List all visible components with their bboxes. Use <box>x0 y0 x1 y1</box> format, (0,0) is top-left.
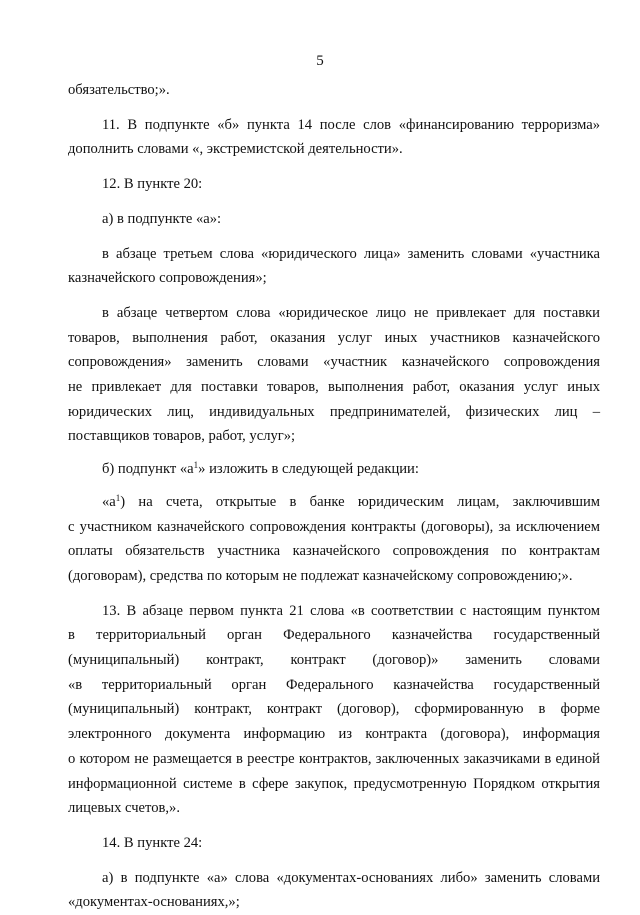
paragraph <box>68 113 600 162</box>
paragraph <box>68 242 600 291</box>
paragraph-line: юридических лиц, индивидуальных предпринимателей, физических лиц – <box>68 403 600 420</box>
paragraph-line: информационной системе в сфере закупок, предусмотренную Порядком открытия <box>68 775 600 792</box>
paragraph-line: в абзаце четвертом слова «юридическое лицо не привлекает для поставки <box>102 304 600 321</box>
paragraph-line: казначейского сопровождения»; <box>68 270 267 287</box>
paragraph-line: с участником казначейского сопровождения контракты (договоры), за исключением <box>68 518 600 535</box>
paragraph-line: в территориальный орган Федерального казначейства государственный <box>68 627 600 644</box>
page-number: 5 <box>316 53 324 69</box>
paragraph-line: «в территориальный орган Федерального казначейства государственный <box>68 676 600 693</box>
paragraph <box>68 301 600 449</box>
paragraph-line: поставщиков товаров, работ, услуг»; <box>68 428 296 445</box>
paragraph-line: в абзаце третьем слова «юридического лица» заменить словами «участника <box>102 245 600 262</box>
paragraph <box>68 831 600 856</box>
paragraph-line: обязательство;». <box>68 82 170 98</box>
paragraph <box>68 490 600 589</box>
paragraph-line: а) в подпункте «а»: <box>102 210 222 227</box>
paragraph-line: электронного документа информацию из контракта (договора), информация <box>68 726 600 743</box>
paragraph-line: о котором не размещается в реестре контрактов, заключенных заказчиками в единой <box>68 750 600 767</box>
paragraph-line: а) в подпункте «а» слова «документах-основаниях либо» заменить словами <box>102 869 600 886</box>
paragraph-line: (муниципальный) контракт, контракт (договор), сформированную в форме <box>68 701 600 718</box>
paragraph <box>68 78 600 103</box>
paragraph-line: «$а^1$) на счета, открытые в банке юридическим лицам, заключившим <box>102 492 600 510</box>
paragraph-line: не привлекает для поставки товаров, выполнения работ, оказания услуг иных <box>68 379 600 396</box>
paragraph <box>68 599 600 821</box>
paragraph-line: (муниципальный) контракт, контракт (договор)» заменить словами <box>68 652 600 669</box>
paragraph-line: 11. В подпункте «б» пункта 14 после слов «финансированию терроризма» <box>102 116 600 133</box>
paragraph-line: (договорам), средства по которым не подлежат казначейскому сопровождению;». <box>68 567 573 584</box>
paragraph <box>68 866 600 915</box>
paragraph-line: оплаты обязательств участника казначейского сопровождения по контрактам <box>68 543 600 560</box>
document-body <box>68 78 600 915</box>
paragraph <box>68 172 600 197</box>
paragraph-line: 14. В пункте 24: <box>102 834 203 851</box>
paragraph <box>68 207 600 232</box>
paragraph-line: дополнить словами «, экстремистской деятельности». <box>68 141 403 158</box>
paragraph-line: б) подпункт «$а^1$» изложить в следующей редакции: <box>102 460 419 478</box>
paragraph-line: товаров, выполнения работ, оказания услуг иных участников казначейского <box>68 329 600 346</box>
paragraph-line: сопровождения» заменить словами «участник казначейского сопровождения <box>68 354 600 371</box>
paragraph <box>68 457 600 482</box>
paragraph-line: лицевых счетов,». <box>68 800 180 817</box>
paragraph-line: 12. В пункте 20: <box>102 176 203 193</box>
paragraph-line: «документах-основаниях,»; <box>68 894 240 911</box>
paragraph-line: 13. В абзаце первом пункта 21 слова «в соответствии с настоящим пунктом <box>102 602 600 619</box>
